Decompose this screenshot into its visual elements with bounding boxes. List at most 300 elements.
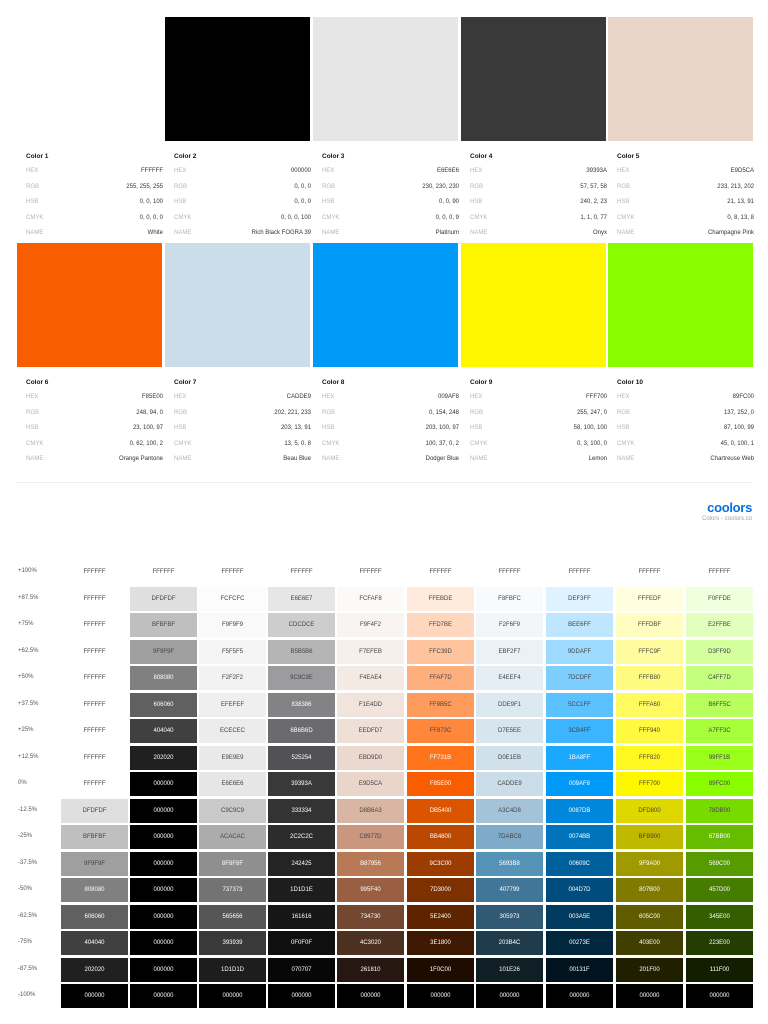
shade-cell[interactable]: E6E6E6 (199, 772, 266, 796)
shade-cell[interactable]: 000000 (61, 984, 128, 1008)
shade-cell[interactable]: ACACAC (199, 825, 266, 849)
field-label: CMYK (322, 440, 340, 447)
color-cmyk-row (470, 215, 607, 231)
field-value[interactable]: F85E00 (141, 394, 163, 400)
shade-cell[interactable]: F9F4F2 (337, 613, 404, 637)
shade-cell[interactable]: 808080 (61, 878, 128, 902)
color-hex-row (617, 168, 754, 184)
shade-cell[interactable]: 569C00 (686, 852, 753, 876)
shade-cell[interactable]: 203B4C (476, 931, 543, 955)
shade-cell[interactable]: C9C9C9 (199, 799, 266, 823)
field-value[interactable]: 45, 0, 100, 1 (720, 440, 754, 447)
field-value[interactable]: 255, 255, 255 (126, 183, 163, 190)
shade-cell[interactable]: FFFFFF (199, 560, 266, 584)
shade-cell[interactable]: 6B6B6D (268, 719, 335, 743)
shade-cell[interactable]: 00609C (546, 852, 613, 876)
shade-cell[interactable]: FFFA60 (616, 693, 683, 717)
shade-cell[interactable]: 000000 (130, 825, 197, 849)
shade-cell[interactable]: FFFFFF (686, 560, 753, 584)
shade-cell[interactable]: BFB900 (616, 825, 683, 849)
shade-cell[interactable]: 0087DB (546, 799, 613, 823)
shade-cell[interactable]: 9C9C9E (268, 666, 335, 690)
shade-cell[interactable]: 67BB00 (686, 825, 753, 849)
field-label: HSB (26, 425, 39, 431)
field-value[interactable]: 0, 8, 13, 8 (727, 214, 754, 221)
field-label: HSB (174, 425, 187, 431)
shade-cell[interactable]: 457D00 (686, 878, 753, 902)
shade-cell[interactable]: 808080 (130, 666, 197, 690)
shade-cell[interactable]: F8FBFC (476, 587, 543, 611)
field-value[interactable]: 0, 0, 100 (139, 199, 163, 205)
field-label: RGB (322, 183, 336, 190)
shade-cell[interactable]: 000000 (546, 984, 613, 1008)
color-hex-row (617, 394, 754, 410)
color-title: Color 6 (26, 379, 49, 386)
shade-cell[interactable]: 7DCDFF (546, 666, 613, 690)
shade-cell[interactable]: 9F9F9F (61, 852, 128, 876)
field-label: HEX (174, 394, 187, 400)
color-cmyk-row (470, 441, 607, 457)
color-cmyk-row (26, 215, 163, 231)
field-label: RGB (26, 183, 40, 190)
shade-cell[interactable]: 39393A (268, 772, 335, 796)
shade-cell[interactable]: 242425 (268, 852, 335, 876)
field-label: RGB (617, 183, 631, 190)
shade-cell[interactable]: E9E9E9 (199, 746, 266, 770)
shade-cell[interactable]: F2F2F2 (199, 666, 266, 690)
shade-cell[interactable]: FFFFFF (476, 560, 543, 584)
color-rgb-row (322, 184, 459, 200)
field-label: HSB (617, 199, 630, 205)
shade-level-label: +12.5% (18, 753, 39, 760)
field-label: NAME (174, 456, 192, 462)
shade-cell[interactable]: 1F0C00 (407, 958, 474, 982)
field-value[interactable]: Dodger Blue (425, 456, 459, 462)
shade-cell[interactable]: C8977D (337, 825, 404, 849)
shade-cell[interactable]: 000000 (337, 984, 404, 1008)
field-value[interactable]: FFF700 (585, 394, 607, 400)
field-value[interactable]: 0, 0, 0, 9 (435, 214, 459, 221)
shade-cell[interactable]: 000000 (130, 772, 197, 796)
field-value[interactable]: Beau Blue (283, 456, 311, 462)
color-rgb-row (470, 184, 607, 200)
shade-cell[interactable]: FFFFFF (61, 613, 128, 637)
shade-cell[interactable]: 5693B8 (476, 852, 543, 876)
shade-cell[interactable]: 000000 (407, 984, 474, 1008)
field-value[interactable]: White (147, 230, 163, 236)
shade-cell[interactable]: 2C2C2C (268, 825, 335, 849)
shade-cell[interactable]: BFBFBF (130, 613, 197, 637)
field-value[interactable]: 58, 100, 100 (573, 425, 607, 431)
shade-cell[interactable]: 000000 (130, 799, 197, 823)
field-value[interactable]: 0, 154, 248 (428, 409, 459, 416)
shade-cell[interactable]: FFFFFF (546, 560, 613, 584)
shade-cell[interactable]: FF9B5C (407, 693, 474, 717)
field-label: NAME (26, 230, 44, 236)
field-value[interactable]: 000000 (290, 168, 311, 174)
shade-cell[interactable]: FCFAF8 (337, 587, 404, 611)
shade-cell[interactable]: 000000 (130, 984, 197, 1008)
shade-cell[interactable]: 606060 (61, 905, 128, 929)
shade-cell[interactable]: 3E1800 (407, 931, 474, 955)
shade-cell[interactable]: 404040 (61, 931, 128, 955)
shade-cell[interactable]: C4FF7D (686, 666, 753, 690)
field-value[interactable]: 0, 0, 0, 0 (139, 214, 163, 221)
field-value[interactable]: 255, 247, 0 (576, 409, 607, 416)
field-value[interactable]: Rich Black FOGRA 39 (251, 230, 311, 236)
shade-level-label: -37.5% (18, 859, 38, 866)
field-value[interactable]: Champagne Pink (707, 230, 754, 236)
field-label: RGB (470, 409, 484, 416)
field-label: HEX (26, 394, 39, 400)
shade-cell[interactable]: 565656 (199, 905, 266, 929)
field-value[interactable]: 0, 3, 100, 0 (576, 440, 607, 447)
shade-cell[interactable]: FFFB80 (616, 666, 683, 690)
field-value[interactable]: Lemon (588, 456, 607, 462)
shade-cell[interactable]: FFFFFF (337, 560, 404, 584)
shade-cell[interactable]: 0074BB (546, 825, 613, 849)
color-hsb-row (470, 199, 607, 215)
field-label: CMYK (174, 214, 192, 221)
color-title: Color 3 (322, 153, 345, 160)
shade-cell[interactable]: 525254 (268, 746, 335, 770)
shade-cell[interactable]: EFEFEF (199, 693, 266, 717)
field-label: HEX (174, 168, 187, 174)
color-cmyk-row (174, 441, 311, 457)
color-name-row (617, 456, 754, 472)
shade-cell[interactable]: CDCDCE (268, 613, 335, 637)
shade-cell[interactable]: 201F00 (616, 958, 683, 982)
field-label: CMYK (26, 214, 44, 221)
color-swatch (165, 17, 310, 141)
field-value[interactable]: Orange Pantone (118, 456, 163, 462)
shade-cell[interactable]: FFEBDE (407, 587, 474, 611)
color-info (470, 153, 607, 246)
field-label: CMYK (26, 440, 44, 447)
color-cmyk-row (617, 215, 754, 231)
field-value[interactable]: 230, 230, 230 (422, 183, 459, 190)
field-label: HSB (322, 199, 335, 205)
color-rgb-row (617, 184, 754, 200)
field-label: RGB (174, 183, 188, 190)
color-hex-row (470, 394, 607, 410)
shade-cell[interactable]: 7D3000 (407, 878, 474, 902)
field-label: HSB (26, 199, 39, 205)
field-label: HEX (26, 168, 39, 174)
color-name-row (470, 456, 607, 472)
shade-cell[interactable]: B6FF5C (686, 693, 753, 717)
shade-cell[interactable]: 00131F (546, 958, 613, 982)
field-value[interactable]: 0, 0, 0 (294, 183, 311, 190)
shade-cell[interactable]: 111F00 (686, 958, 753, 982)
shade-cell[interactable]: 737373 (199, 878, 266, 902)
shade-cell[interactable]: BEE6FF (546, 613, 613, 637)
shade-level-label: -62.5% (18, 912, 38, 919)
shade-cell[interactable]: 000000 (130, 931, 197, 955)
field-label: HSB (470, 199, 483, 205)
field-value[interactable]: 233, 213, 202 (717, 183, 754, 190)
shade-cell[interactable]: 004D7D (546, 878, 613, 902)
field-value[interactable]: 203, 13, 91 (280, 425, 311, 431)
field-value[interactable]: 21, 13, 91 (727, 199, 754, 205)
shade-cell[interactable]: 9C3C00 (407, 852, 474, 876)
shade-cell[interactable]: FFFFFF (61, 693, 128, 717)
shade-cell[interactable]: E2FFBE (686, 613, 753, 637)
color-hsb-row (174, 425, 311, 441)
shade-cell[interactable]: 4C3020 (337, 931, 404, 955)
shade-cell[interactable]: DFD800 (616, 799, 683, 823)
field-value[interactable]: Chartreuse Web (710, 456, 754, 462)
shade-cell[interactable]: 734730 (337, 905, 404, 929)
shade-level-label: +75% (18, 621, 34, 627)
shade-cell[interactable]: 7DABC8 (476, 825, 543, 849)
shade-cell[interactable]: 99FF1B (686, 746, 753, 770)
shade-cell[interactable]: 202020 (61, 958, 128, 982)
shade-cell[interactable]: 000000 (130, 958, 197, 982)
field-value[interactable]: 0, 0, 0, 100 (280, 214, 311, 221)
shade-cell[interactable]: EBF2F7 (476, 640, 543, 664)
shade-cell[interactable]: 345E00 (686, 905, 753, 929)
shade-cell[interactable]: 0F0F0F (268, 931, 335, 955)
shade-cell[interactable]: 009AF8 (546, 772, 613, 796)
shade-cell[interactable]: FF731B (407, 746, 474, 770)
shade-cell[interactable]: 404040 (130, 719, 197, 743)
shade-cell[interactable]: F5F5F5 (199, 640, 266, 664)
shade-cell[interactable]: A7FF3C (686, 719, 753, 743)
field-label: CMYK (617, 440, 635, 447)
field-value[interactable]: 240, 2, 23 (580, 199, 607, 205)
color-cmyk-row (26, 441, 163, 457)
shade-cell[interactable]: EBD9D0 (337, 746, 404, 770)
shade-cell[interactable]: 000000 (130, 852, 197, 876)
color-swatch (461, 243, 606, 367)
field-value[interactable]: Platinum (435, 230, 459, 236)
color-hex-row (470, 168, 607, 184)
shade-cell[interactable]: 393939 (199, 931, 266, 955)
shade-cell[interactable]: 9F9A00 (616, 852, 683, 876)
shade-cell[interactable]: 1BA8FF (546, 746, 613, 770)
color-hsb-row (470, 425, 607, 441)
shade-cell[interactable]: FFFFFF (61, 640, 128, 664)
shade-cell[interactable]: FFC39D (407, 640, 474, 664)
shade-cell[interactable]: FFFFFF (61, 666, 128, 690)
shade-cell[interactable]: FFFFFF (61, 772, 128, 796)
shade-cell[interactable]: 00273E (546, 931, 613, 955)
shade-cell[interactable]: FFF700 (616, 772, 683, 796)
shade-cell[interactable]: 070707 (268, 958, 335, 982)
shade-cell[interactable]: ECECEC (199, 719, 266, 743)
field-value[interactable]: 23, 100, 97 (132, 425, 163, 431)
shade-cell[interactable]: 5E2400 (407, 905, 474, 929)
shade-cell[interactable]: 995F40 (337, 878, 404, 902)
shade-cell[interactable]: FFD7BE (407, 613, 474, 637)
shade-cell[interactable]: 000000 (199, 984, 266, 1008)
shade-cell[interactable]: 000000 (268, 984, 335, 1008)
color-hex-row (174, 168, 311, 184)
shade-cell[interactable]: A3C4D8 (476, 799, 543, 823)
field-value[interactable]: 202, 221, 233 (274, 409, 311, 416)
color-title: Color 4 (470, 153, 493, 160)
field-value[interactable]: E9D5CA (730, 168, 754, 174)
field-value[interactable]: 009AF8 (437, 394, 459, 400)
shade-cell[interactable]: 5CC1FF (546, 693, 613, 717)
field-label: CMYK (470, 440, 488, 447)
shade-cell[interactable]: DFDFDF (130, 587, 197, 611)
field-value[interactable]: 0, 0, 90 (438, 199, 459, 205)
field-value[interactable]: 1, 1, 0, 77 (580, 214, 607, 221)
shade-cell[interactable]: 605C00 (616, 905, 683, 929)
shade-cell[interactable]: F0FFDE (686, 587, 753, 611)
shade-cell[interactable]: FFFFFF (61, 746, 128, 770)
shade-cell[interactable]: 000000 (686, 984, 753, 1008)
shade-level-label: -100% (18, 992, 36, 998)
field-label: HSB (617, 425, 630, 431)
shade-cell[interactable]: EEDFD7 (337, 719, 404, 743)
shade-cell[interactable]: FFFFFF (268, 560, 335, 584)
field-value[interactable]: 203, 100, 97 (425, 425, 459, 431)
shade-cell[interactable]: F2F6F9 (476, 613, 543, 637)
shade-cell[interactable]: 606060 (130, 693, 197, 717)
shade-cell[interactable]: D7E5EE (476, 719, 543, 743)
field-label: NAME (617, 230, 635, 236)
shade-cell[interactable]: FFFDBF (616, 613, 683, 637)
shade-cell[interactable]: E6E6E7 (268, 587, 335, 611)
shade-cell[interactable]: 838386 (268, 693, 335, 717)
color-title: Color 10 (617, 379, 644, 386)
shade-cell[interactable]: 161616 (268, 905, 335, 929)
color-cmyk-row (322, 441, 459, 457)
shade-cell[interactable]: F9F9F9 (199, 613, 266, 637)
color-cmyk-row (617, 441, 754, 457)
field-label: RGB (617, 409, 631, 416)
field-value[interactable]: 0, 62, 100, 2 (129, 440, 163, 447)
shade-cell[interactable]: 202020 (130, 746, 197, 770)
field-label: CMYK (322, 214, 340, 221)
color-swatch (608, 17, 753, 141)
shade-cell[interactable]: DEF3FF (546, 587, 613, 611)
field-value[interactable]: 100, 37, 0, 2 (425, 440, 459, 447)
field-label: NAME (470, 456, 488, 462)
field-value[interactable]: 87, 100, 99 (723, 425, 754, 431)
shade-cell[interactable]: FFFFFF (61, 719, 128, 743)
shade-cell[interactable]: 78DB00 (686, 799, 753, 823)
field-value[interactable]: 137, 252, 0 (723, 409, 754, 416)
field-value[interactable]: 57, 57, 58 (580, 183, 607, 190)
field-value[interactable]: FFFFFF (141, 168, 163, 174)
shade-cell[interactable]: 101E26 (476, 958, 543, 982)
shade-cell[interactable]: CADDE9 (476, 772, 543, 796)
color-hex-row (174, 394, 311, 410)
field-value[interactable]: 13, 5, 0, 8 (284, 440, 311, 447)
shade-cell[interactable]: BB4800 (407, 825, 474, 849)
shade-cell[interactable]: 807B00 (616, 878, 683, 902)
shade-cell[interactable]: FFFFFF (407, 560, 474, 584)
shade-cell[interactable]: 9F9F9F (130, 640, 197, 664)
shade-cell[interactable]: FFFEDF (616, 587, 683, 611)
shade-cell[interactable]: B5B5B6 (268, 640, 335, 664)
color-hsb-row (26, 425, 163, 441)
field-value[interactable]: 0, 0, 0 (294, 199, 311, 205)
field-value[interactable]: 89FC00 (732, 394, 754, 400)
color-info (617, 153, 754, 246)
color-hsb-row (617, 425, 754, 441)
shade-level-label: 0% (18, 780, 27, 786)
shade-cell[interactable]: 333334 (268, 799, 335, 823)
shade-cell[interactable]: FFF820 (616, 746, 683, 770)
color-rgb-row (322, 410, 459, 426)
shade-cell[interactable]: FFFFFF (61, 560, 128, 584)
color-hsb-row (174, 199, 311, 215)
color-info (174, 379, 311, 472)
shade-cell[interactable]: 1D1D1E (268, 878, 335, 902)
shade-cell[interactable]: 000000 (616, 984, 683, 1008)
shade-cell[interactable]: FFFFFF (616, 560, 683, 584)
field-value[interactable]: 39393A (586, 168, 607, 174)
shade-cell[interactable]: DB5400 (407, 799, 474, 823)
shade-cell[interactable]: 223E00 (686, 931, 753, 955)
shade-cell[interactable]: 8F8F8F (199, 852, 266, 876)
shade-cell[interactable]: E9D5CA (337, 772, 404, 796)
color-swatch (461, 17, 606, 141)
shade-cell[interactable]: 261810 (337, 958, 404, 982)
shade-level-label: +100% (18, 568, 37, 574)
shade-cell[interactable]: 000000 (130, 878, 197, 902)
field-value[interactable]: E6E6E6 (436, 168, 459, 174)
shade-cell[interactable]: F85E00 (407, 772, 474, 796)
shade-cell[interactable]: D3FF9D (686, 640, 753, 664)
shade-level-label: +87.5% (18, 594, 39, 601)
shade-cell[interactable]: FCFCFC (199, 587, 266, 611)
shade-cell[interactable]: F7EFEB (337, 640, 404, 664)
shade-cell[interactable]: FF873C (407, 719, 474, 743)
shade-cell[interactable]: 403E00 (616, 931, 683, 955)
shade-cell[interactable]: D0E1EB (476, 746, 543, 770)
shade-cell[interactable]: 1D1D1D (199, 958, 266, 982)
shade-cell[interactable]: 89FC00 (686, 772, 753, 796)
color-hex-row (322, 168, 459, 184)
field-value[interactable]: 248, 94, 0 (136, 409, 163, 416)
color-rgb-row (174, 410, 311, 426)
shade-cell[interactable]: 305973 (476, 905, 543, 929)
shade-cell[interactable]: 000000 (476, 984, 543, 1008)
color-info (26, 153, 163, 246)
shade-cell[interactable]: 000000 (130, 905, 197, 929)
color-swatch (17, 17, 162, 141)
shade-cell[interactable]: B87956 (337, 852, 404, 876)
shade-cell[interactable]: FFF940 (616, 719, 683, 743)
shade-cell[interactable]: FFFFFF (130, 560, 197, 584)
shade-cell[interactable]: DDE9F1 (476, 693, 543, 717)
shade-level-label: -25% (18, 833, 33, 839)
shade-cell[interactable]: FFAF7D (407, 666, 474, 690)
shade-cell[interactable]: 003A5E (546, 905, 613, 929)
color-swatch (165, 243, 310, 367)
shade-cell[interactable]: E4EEF4 (476, 666, 543, 690)
shade-cell[interactable]: F1E4DD (337, 693, 404, 717)
field-value[interactable]: CADDE9 (286, 394, 311, 400)
shade-cell[interactable]: F4EAE4 (337, 666, 404, 690)
shade-cell[interactable]: FFFC9F (616, 640, 683, 664)
shade-cell[interactable]: 407799 (476, 878, 543, 902)
shade-cell[interactable]: DFDFDF (61, 799, 128, 823)
shade-cell[interactable]: 9DDAFF (546, 640, 613, 664)
field-value[interactable]: Onyx (592, 230, 607, 236)
shade-cell[interactable]: BFBFBF (61, 825, 128, 849)
shade-cell[interactable]: D8B6A3 (337, 799, 404, 823)
shade-cell[interactable]: 3CB4FF (546, 719, 613, 743)
shade-cell[interactable]: FFFFFF (61, 587, 128, 611)
shade-level-label: -50% (18, 886, 33, 892)
